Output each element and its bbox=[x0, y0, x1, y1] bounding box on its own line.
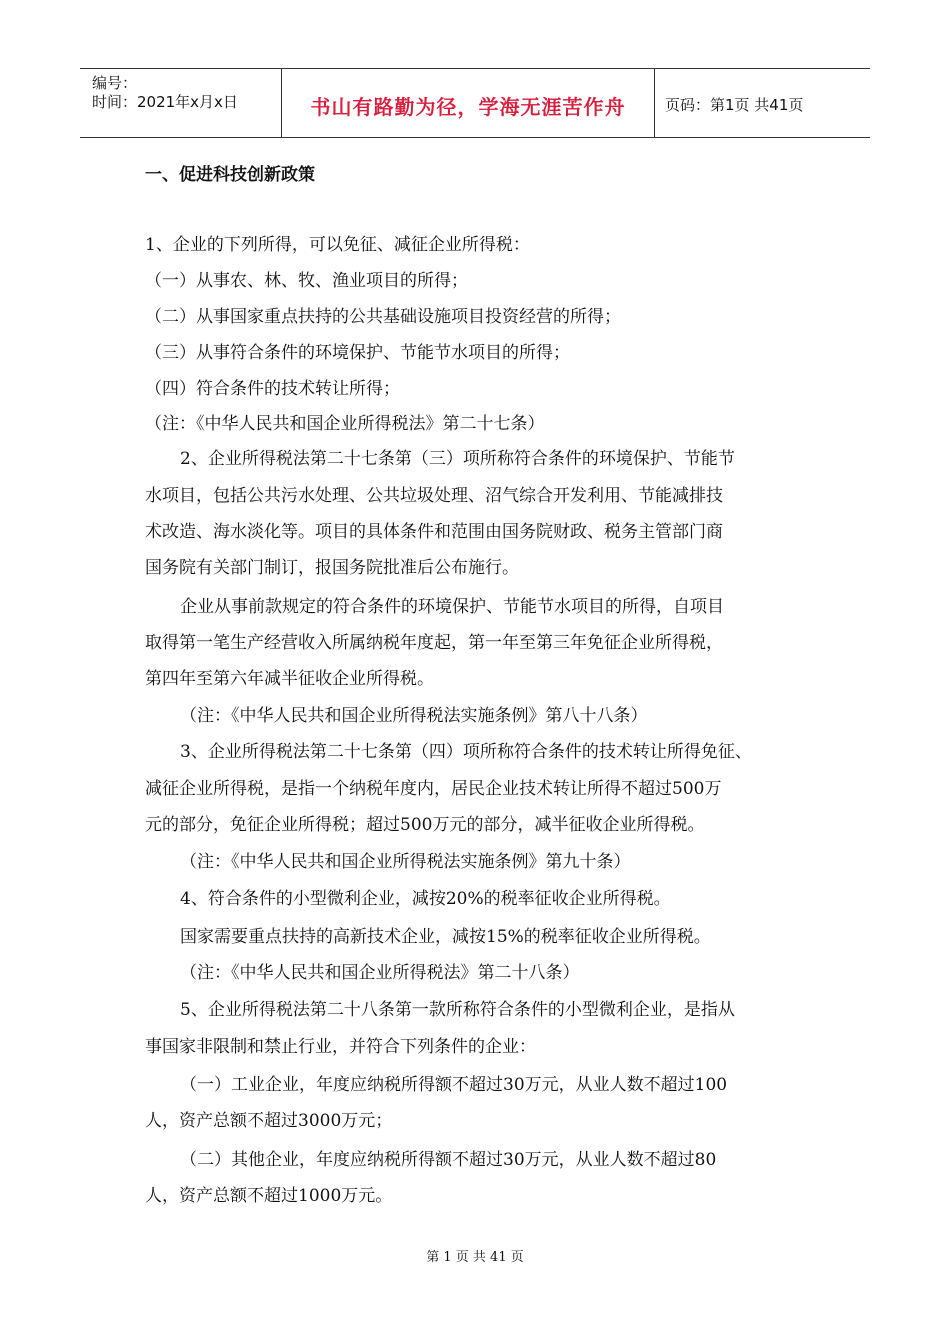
header-page-cell bbox=[655, 69, 870, 137]
body-line: 事国家非限制和禁止行业，并符合下列条件的企业： bbox=[145, 1037, 536, 1057]
body-line: （注：《中华人民共和国企业所得税法实施条例》第九十条） bbox=[180, 852, 631, 872]
header-motto-cell bbox=[282, 69, 655, 137]
body-line: （注：《中华人民共和国企业所得税法实施条例》第八十八条） bbox=[180, 706, 648, 726]
body-line: 4、符合条件的小型微利企业，减按20%的税率征收企业所得税。 bbox=[180, 889, 671, 909]
body-line: 第四年至第六年减半征收企业所得税。 bbox=[145, 669, 434, 689]
body-line: 人，资产总额不超过1000万元。 bbox=[145, 1186, 393, 1206]
body-line: 2、企业所得税法第二十七条第（三）项所称符合条件的环境保护、节能节 bbox=[180, 449, 735, 469]
body-line: 企业从事前款规定的符合条件的环境保护、节能节水项目的所得，自项目 bbox=[180, 597, 724, 617]
section-heading: 一、促进科技创新政策 bbox=[145, 165, 315, 185]
body-line: 水项目，包括公共污水处理、公共垃圾处理、沼气综合开发利用、节能减排技 bbox=[145, 486, 723, 506]
body-line: （二）其他企业，年度应纳税所得额不超过30万元，从业人数不超过80 bbox=[180, 1150, 717, 1170]
body-line: （三）从事符合条件的环境保护、节能节水项目的所得； bbox=[145, 343, 570, 363]
body-line: 国家需要重点扶持的高新技术企业，减按15%的税率征收企业所得税。 bbox=[180, 927, 711, 947]
document-header bbox=[80, 68, 870, 138]
document-number-label: 编号： bbox=[92, 74, 138, 92]
body-line: （二）从事国家重点扶持的公共基础设施项目投资经营的所得； bbox=[145, 307, 621, 327]
body-line: 1、企业的下列所得，可以免征、减征企业所得税： bbox=[145, 235, 530, 255]
body-line: （一）工业企业，年度应纳税所得额不超过30万元，从业人数不超过100 bbox=[180, 1075, 728, 1095]
body-line: （四）符合条件的技术转让所得； bbox=[145, 379, 400, 399]
body-line: 元的部分，免征企业所得税；超过500万元的部分，减半征收企业所得税。 bbox=[145, 815, 705, 835]
page-footer: 第 1 页 共 41 页 bbox=[426, 1250, 524, 1265]
header-meta-cell bbox=[80, 69, 282, 137]
header-page-number: 页码：第1页 共41页 bbox=[665, 96, 804, 114]
document-time-label: 时间：2021年x月x日 bbox=[92, 93, 238, 111]
header-motto: 书山有路勤为径，学海无涯苦作舟 bbox=[310, 95, 626, 119]
body-line: （注：《中华人民共和国企业所得税法》第二十七条） bbox=[145, 414, 545, 434]
body-line: 取得第一笔生产经营收入所属纳税年度起，第一年至第三年免征企业所得税， bbox=[145, 633, 723, 653]
body-line: 3、企业所得税法第二十七条第（四）项所称符合条件的技术转让所得免征、 bbox=[180, 742, 752, 762]
body-line: 国务院有关部门制订，报国务院批准后公布施行。 bbox=[145, 558, 519, 578]
body-line: （一）从事农、林、牧、渔业项目的所得； bbox=[145, 271, 468, 291]
body-line: 减征企业所得税，是指一个纳税年度内，居民企业技术转让所得不超过500万 bbox=[145, 779, 722, 799]
body-line: 术改造、海水淡化等。项目的具体条件和范围由国务院财政、税务主管部门商 bbox=[145, 522, 723, 542]
body-line: 人，资产总额不超过3000万元； bbox=[145, 1111, 393, 1131]
body-line: （注：《中华人民共和国企业所得税法》第二十八条） bbox=[180, 963, 580, 983]
body-line: 5、企业所得税法第二十八条第一款所称符合条件的小型微利企业，是指从 bbox=[180, 1000, 735, 1020]
